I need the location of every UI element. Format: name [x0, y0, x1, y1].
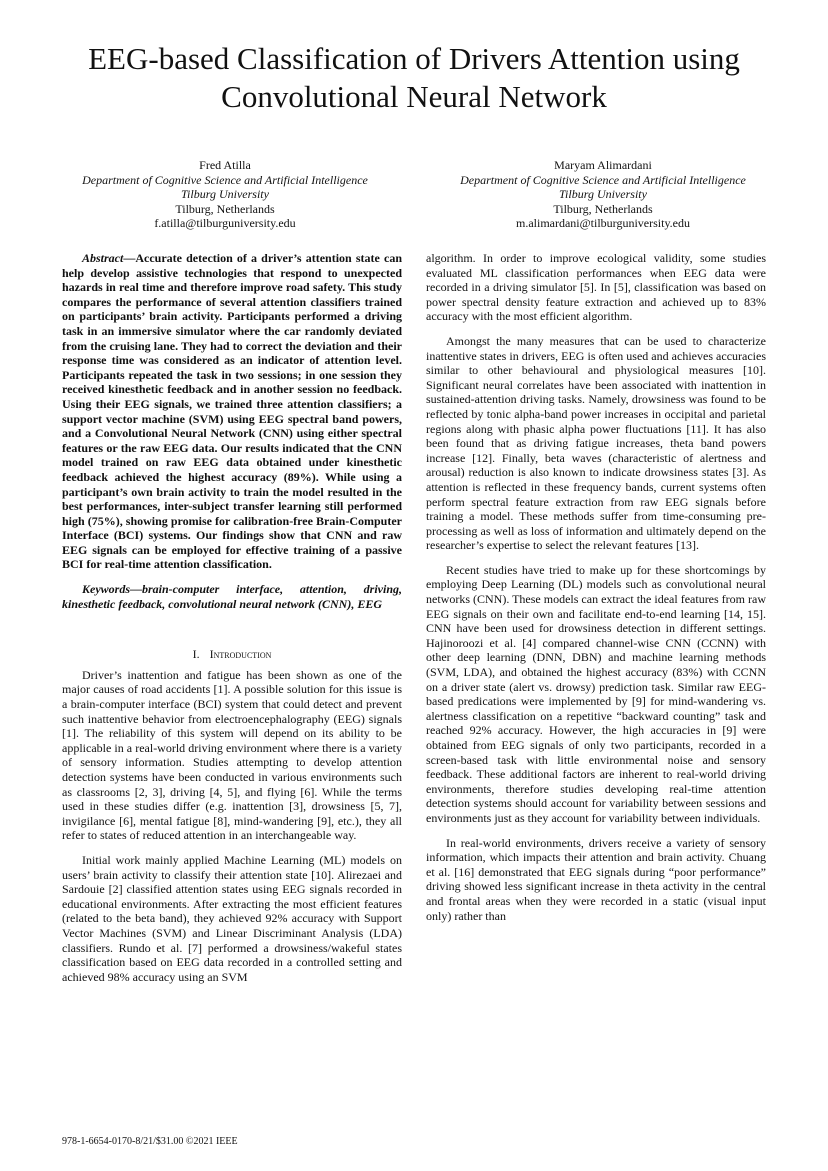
copyright-footer: 978-1-6654-0170-8/21/$31.00 ©2021 IEEE — [62, 1136, 238, 1147]
author-block-1 — [40, 158, 410, 231]
author-affiliation: Department of Cognitive Science and Artificial Intelligence — [82, 172, 368, 187]
author-location: Tilburg, Netherlands — [553, 201, 653, 216]
section-title: Introduction — [209, 647, 272, 662]
body-paragraph: Initial work mainly applied Machine Learning (ML) models on users’ brain activity to classify their attention state [10]. Alirezaei and Sardouie [2] classified attention states using EEG signals recorded in educational environments. After extracting the most efficient features (related to the beta band), they achieved 92% accuracy with Support Vector Machines (SVM) and Linear Discriminant Analysis (LDA) classifiers. Rundo et al. [7] performed a drowsiness/wakeful states classification based on EEG data recorded in a controlled setting and achieved 98% accuracy using an SVM — [62, 852, 402, 984]
section-number: I. — [192, 647, 200, 662]
author-block-2 — [418, 158, 788, 231]
right-column — [426, 251, 766, 923]
author-name: Fred Atilla — [199, 158, 251, 172]
body-paragraph: algorithm. In order to improve ecological validity, some studies evaluated ML classification performances when EEG data were recorded in a driving simulator [5]. In [5], classification was based on power spectral density feature extraction and achieved up to 83% accuracy with the most efficient algorithm. — [426, 251, 766, 324]
body-paragraph: Amongst the many measures that can be used to characterize inattentive states in drivers, EEG is often used and achieves accuracies similar to other behavioural and physiological measures [10]. Significant neural correlates have been associated with inattention in sustained-attention driving tasks. Namely, drowsiness was found to be reflected by tonic alpha-band power increases in occipital and parietal regions along with phasic alpha power fluctuations [11]. It has also been found that as driving fatigue increases, theta band powers increase [12]. Finally, beta waves (characteristic of alertness and arousal) reduction is also known to indicate drowsiness states [3]. As attention is reflected in these frequency bands, current systems often perform spectral feature extraction from raw EEG signals before training a model. These methods suffer from time-consuming pre-processing as well as loss of information and ultimately depend on the researcher’s expertise to select the relevant features [13]. — [426, 333, 766, 553]
body-paragraph: Recent studies have tried to make up for these shortcomings by employing Deep Learning (DL) models such as convolutional neural networks (CNN). These models can extract the ideal features from raw EEG signals on their own and facilitate end-to-end learning [14, 15]. CNN have been used for drowsiness detection in different settings. Hajinoroozi et al. [4] compared channel-wise CNN (CCNN) with other deep learning (DNN, DBN) and machine learning methods (SVM, LDA), and obtained the highest accuracy (83%) with CCNN on a driver state (alert vs. drowsy) prediction task. Similar raw EEG-based predications were implemented by [9] for mind-wandering vs. alertness classification on a repetitive “backward counting” task and reached 92% accuracy. However, the high accuracies in [9] were obtained from EEG signals of only two participants, recorded in a screen-based task with little environmental noise and sensory feedback. These additional factors are inherent to real-world driving environments, therefore studies developing real-time attention detection systems should account for variability between sessions and environments just as they account for variability between individuals. — [426, 562, 766, 825]
author-email: f.atilla@tilburguniversity.edu — [154, 216, 296, 231]
abstract-label: Abstract — [82, 251, 124, 265]
author-location: Tilburg, Netherlands — [175, 201, 275, 216]
abstract-text: —Accurate detection of a driver’s attention state can help develop assistive technologies that respond to unexpected hazards in real time and therefore improve road safety. This study compares the performance of several attention classifiers trained on participants’ brain activity. Participants performed a driving task in an immersive simulator where the car randomly deviated from the cruising lane. They had to correct the deviation and their response time was considered as an indicator of attention level. Participants repeated the task in two sessions; in one session they received kinesthetic feedback and in another session no feedback. Using their EEG signals, we trained three attention classifiers; a support vector machine (SVM) using EEG spectral band powers, and a Convolutional Neural Network (CNN) using either spectral features or the raw EEG data. Our results indicated that the CNN model trained on raw EEG data obtained under kinesthetic feedback achieved the highest accuracy (89%). While using a participant’s own brain activity to train the model resulted in the best performances, inter-subject transfer learning still performed high (75%), showing promise for calibration-free Brain-Computer Interface (BCI) systems. Our findings show that CNN and raw EEG signals can be employed for effective training of a passive BCI for real-time attention classification. — [62, 251, 402, 572]
paper-title: EEG-based Classification of Drivers Attention using Convolutional Neural Network — [88, 41, 740, 114]
keywords: Keywords—brain-computer interface, attention, driving, kinesthetic feedback, convolutional neural network (CNN), EEG — [62, 582, 402, 611]
body-paragraph: Driver’s inattention and fatigue has been shown as one of the major causes of road accidents [1]. A possible solution for this issue is a brain-computer interface (BCI) system that could detect and prevent such inattentive behavior from electroencephalography (EEG) signals [1]. The reliability of this system will depend on its ability to be applicable in a real-world driving environment where there is a variety of sensory information. Studies attempting to develop attention detection systems have been conducted in various environments such as classrooms [2, 3], driving [4, 5], and flying [6]. While the terms used in these studies differ (e.g. inattention [3], drowsiness [5, 7], invigilance [6], mental fatigue [8], mind-wandering [9], etc.), they all refer to states of reduced attention in an interchangeable way. — [62, 667, 402, 843]
left-column — [62, 251, 402, 984]
section-heading — [62, 647, 402, 662]
body-paragraph: In real-world environments, drivers receive a variety of sensory information, which impacts their attention and brain activity. Chuang et al. [16] demonstrated that EEG signals during “poor performance” driving showed less significant increase in theta activity in the central and frontal areas when they were recorded in a static (visual input only) rather than — [426, 835, 766, 923]
author-email: m.alimardani@tilburguniversity.edu — [515, 216, 691, 231]
abstract — [62, 251, 402, 572]
author-university: Tilburg University — [181, 187, 269, 202]
author-university: Tilburg University — [559, 187, 647, 202]
author-affiliation: Department of Cognitive Science and Artificial Intelligence — [460, 172, 746, 187]
author-name: Maryam Alimardani — [554, 158, 652, 172]
